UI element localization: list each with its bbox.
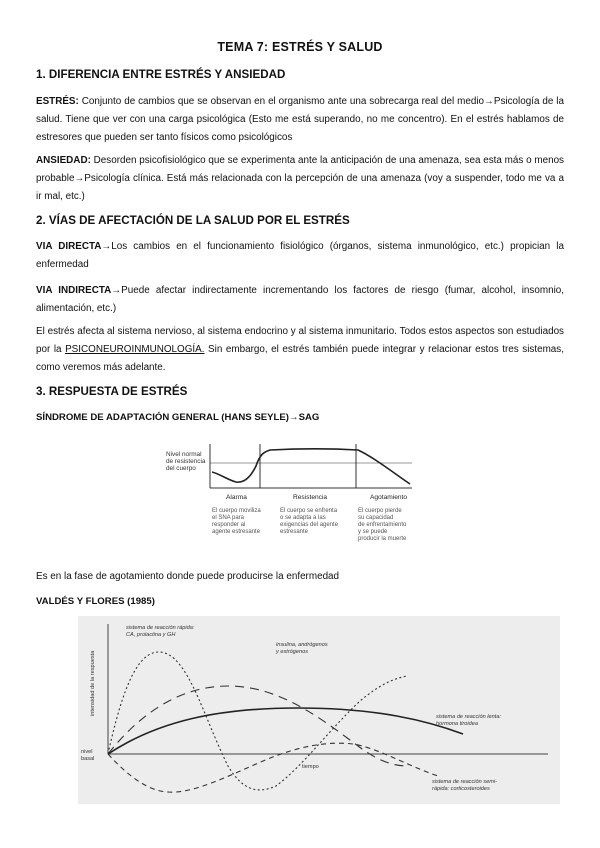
vf-slow-label-1: sistema de reacción lenta: — [436, 714, 501, 720]
sag-desc-agotamiento-2: su capacidad — [358, 515, 394, 521]
via-directa-paragraph — [36, 238, 564, 274]
sag-phase-alarma: Alarma — [226, 494, 247, 501]
estres-term: ESTRÉS: — [36, 96, 79, 107]
via-indirecta-paragraph — [36, 282, 564, 318]
sag-ylabel-1: Nivel normal — [166, 451, 202, 458]
ansiedad-term: ANSIEDAD: — [36, 155, 91, 166]
vf-title: VALDÉS Y FLORES (1985) — [36, 596, 155, 607]
sag-desc-agotamiento-5: producir la muerte — [358, 536, 407, 542]
sag-phase-resistencia: Resistencia — [293, 494, 328, 501]
sag-figure — [160, 436, 420, 560]
sag-desc-agotamiento-3: de enfrentamiento — [358, 522, 407, 528]
sag-desc-resistencia-3: exigencias del agente — [280, 522, 339, 528]
vf-figure — [78, 616, 560, 804]
sag-desc-alarma-2: el SNA para — [212, 515, 245, 521]
vf-semi-label-1: sistema de reacción semi- — [432, 779, 497, 785]
vf-insulin-label-2: y estrógenos — [276, 649, 309, 655]
via-indirecta-term: VIA INDIRECTA — [36, 285, 112, 296]
vf-y-axis-label: intensidad de la respuesta — [90, 650, 96, 716]
sag-ylabel-2: de resistencia — [166, 458, 206, 465]
vf-fast-label-1: sistema de reacción rápida: — [126, 625, 195, 631]
ansiedad-text: Desorden psicofisiológico que se experimenta ante la anticipación de una amenaza, sea esta más o menos probable→Psicología clínica. Está más relacionada con la percepción de una amenaza (voy a suspender, todo me va a ir mal, etc.) — [36, 155, 564, 203]
sag-resistance-curve — [212, 449, 410, 484]
sag-title: SÍNDROME DE ADAPTACIÓN GENERAL (HANS SEYLE)→SAG — [36, 412, 320, 423]
via-directa-text: →Los cambios en el funcionamiento fisiológico (órganos, sistema inmunológico, etc.) propician la enfermedad — [36, 241, 564, 271]
sag-caption: Es en la fase de agotamiento donde puede producirse la enfermedad — [36, 571, 340, 582]
ansiedad-paragraph — [36, 152, 564, 207]
sag-desc-resistencia-2: o se adapta a las — [280, 515, 326, 521]
sag-desc-alarma-1: El cuerpo moviliza — [212, 508, 261, 514]
psiconeuro-pre: El estrés afecta al sistema nervioso, al sistema endocrino y al sistema inmunitario. Todos estos aspectos son estudiados por la — [36, 326, 564, 356]
sag-desc-alarma-3: responder al — [212, 522, 246, 528]
vf-baseline-label-1: nivel — [81, 749, 93, 755]
sag-desc-agotamiento-4: y se puede — [358, 529, 388, 535]
sag-desc-resistencia-4: estresante — [280, 529, 309, 535]
vf-semi-label-2: rápida: corticosteroides — [432, 786, 490, 792]
via-indirecta-text: →Puede afectar indirectamente incrementando los factores de riesgo (fumar, alcohol, insomnio, alimentación, etc.) — [36, 285, 564, 315]
sag-ylabel-3: del cuerpo — [166, 465, 196, 472]
estres-paragraph — [36, 93, 564, 148]
vf-slow-label-2: hormona tiroidea — [436, 721, 478, 727]
section-1-heading: 1. DIFERENCIA ENTRE ESTRÉS Y ANSIEDAD — [36, 68, 286, 81]
sag-desc-resistencia-1: El cuerpo se enfrenta — [280, 508, 338, 514]
section-2-heading: 2. VÍAS DE AFECTACIÓN DE LA SALUD POR EL ESTRÉS — [36, 214, 350, 227]
psiconeuro-paragraph — [36, 323, 564, 378]
psiconeuro-link[interactable]: PSICONEUROINMUNOLOGÍA. — [65, 344, 205, 356]
vf-baseline-label-2: basal — [81, 756, 95, 762]
vf-x-axis-label: tiempo — [302, 764, 319, 770]
estres-text: Conjunto de cambios que se observan en el organismo ante una sobrecarga real del medio→Psicología de la salud. Tiene que ver con una carga psicológica (Esto me está superando, no me concentro). En el estrés hablamos de estresores que pueden ser tanto físicos como psicológicos — [36, 96, 564, 144]
sag-phase-agotamiento: Agotamiento — [370, 494, 408, 501]
sag-desc-agotamiento-1: El cuerpo pierde — [358, 508, 402, 514]
via-directa-term: VIA DIRECTA — [36, 241, 102, 252]
vf-fast-label-2: CA, prolactina y GH — [126, 632, 176, 638]
psiconeuro-post: Sin embargo, el estrés también puede integrar y relacionar estos tres sistemas, como veremos más adelante. — [36, 344, 564, 374]
vf-insulin-label-1: insulina, andrógenos — [276, 642, 328, 648]
sag-desc-alarma-4: agente estresante — [212, 529, 261, 535]
section-3-heading: 3. RESPUESTA DE ESTRÉS — [36, 385, 188, 398]
page-title: TEMA 7: ESTRÉS Y SALUD — [217, 40, 383, 54]
